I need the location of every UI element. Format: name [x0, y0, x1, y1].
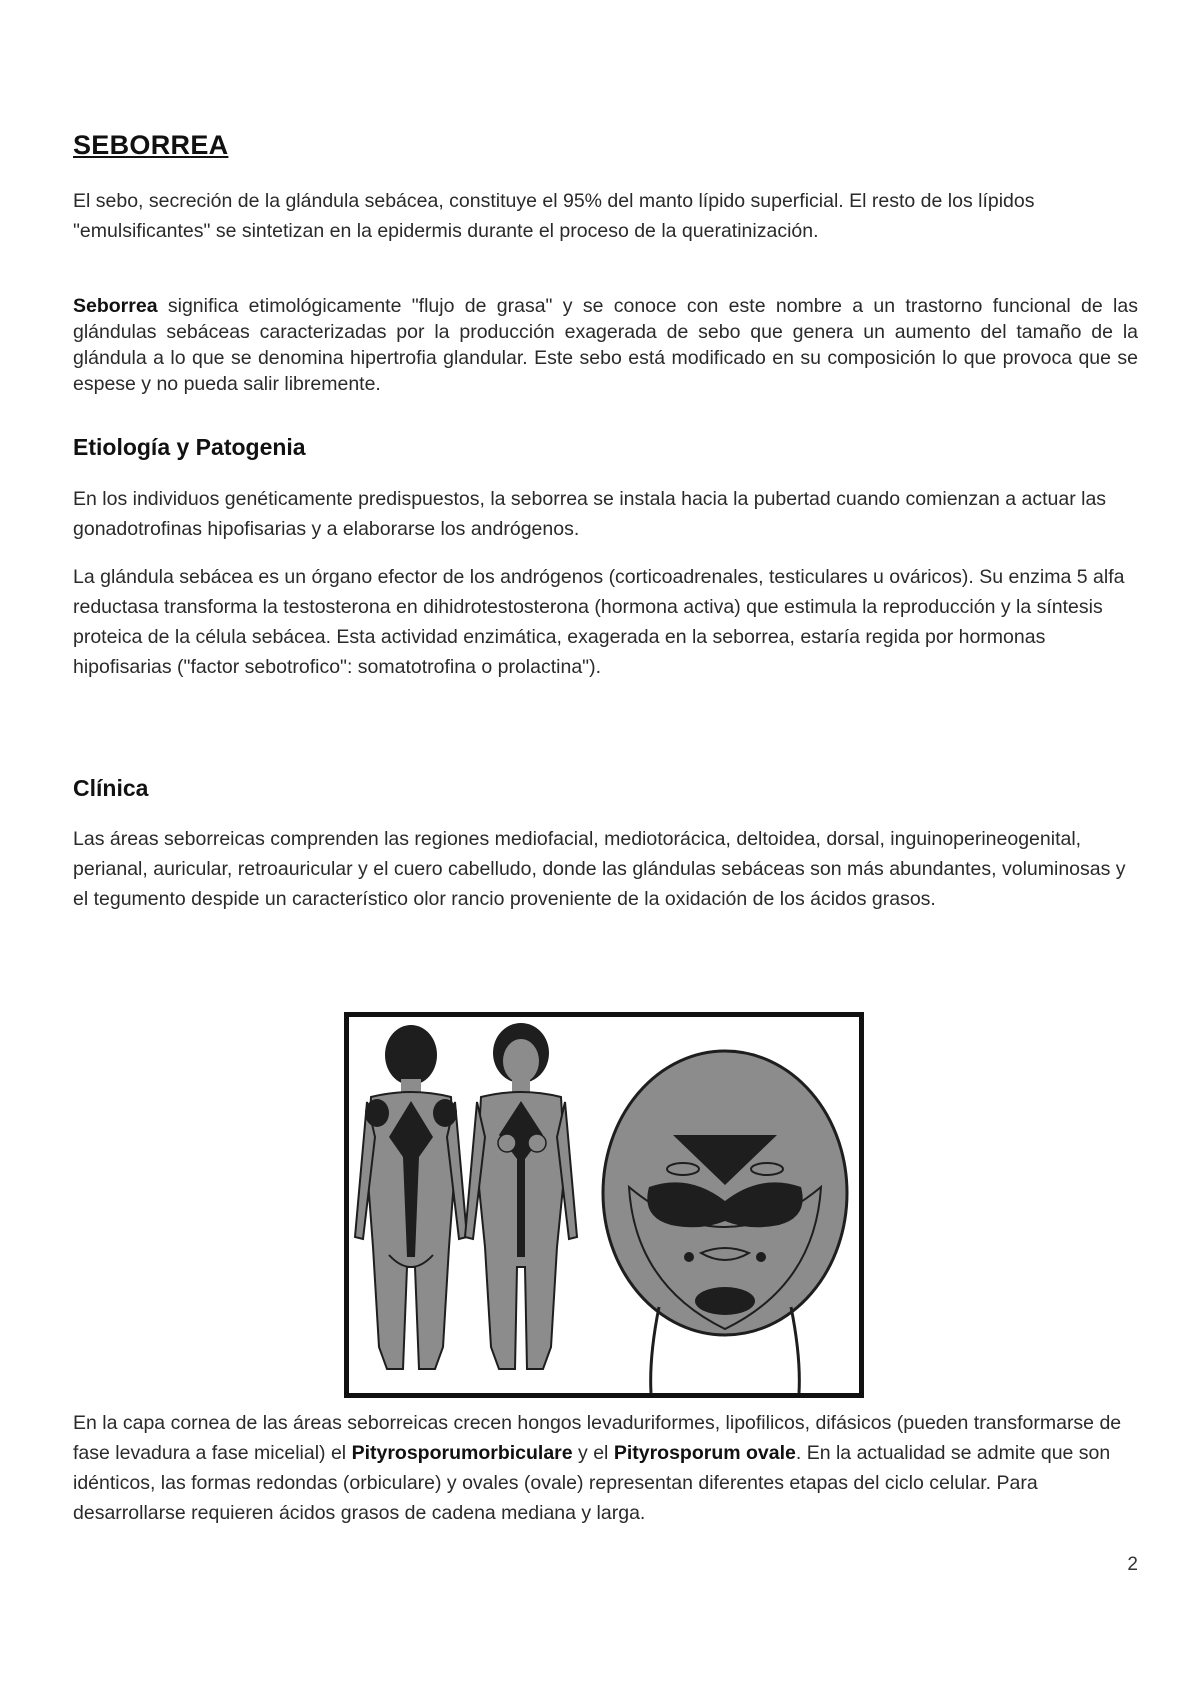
document-title: SEBORREA	[73, 130, 229, 160]
etiology-paragraph-1: En los individuos genéticamente predispuestos, la seborrea se instala hacia la pubertad cuando comienzan a actuar las gonadotrofinas hipofisarias y a elaborarse los andrógenos.	[73, 488, 1107, 540]
seborrheic-areas-figure	[344, 1012, 864, 1398]
pityrosporum-orbiculare-term: Pityrosporumorbiculare	[351, 1442, 573, 1464]
definition-term: Seborrea	[73, 295, 158, 317]
pityrosporum-ovale-term: Pityrosporum ovale	[613, 1442, 796, 1464]
clinic-paragraph-1: Las áreas seborreicas comprenden las regiones mediofacial, mediotorácica, deltoidea, dorsal, inguinoperineogenital, perianal, auricular, retroauricular y el cuero cabelludo, donde las glándulas sebáceas son más abundantes, voluminosas y el tegumento despide un característico olor rancio proveniente de la oxidación de los ácidos grasos.	[73, 828, 1126, 910]
intro-paragraph: El sebo, secreción de la glándula sebácea, constituye el 95% del manto lípido superficial. El resto de los lípidos "emulsificantes" se sintetizan en la epidermis durante el proceso de la queratinización.	[73, 190, 1035, 242]
clinic-heading: Clínica	[73, 775, 149, 801]
clinic-p2-start: En la capa cornea de las áreas seborreicas crecen hongos levaduriformes, lipofilicos, difásicos (pueden transformarse de fase levadura a fase micelial) el	[73, 1412, 1122, 1464]
seborrheic-areas-illustration	[349, 1017, 859, 1393]
front-view-body	[465, 1023, 577, 1369]
page-number: 2	[1127, 1554, 1138, 1575]
back-view-body	[355, 1025, 467, 1369]
clinic-p2-mid: y el	[572, 1442, 614, 1464]
etiology-paragraph-2: La glándula sebácea es un órgano efector de los andrógenos (corticoadrenales, testiculares u ováricos). Su enzima 5 alfa reductasa transforma la testosterona en dihidrotestosterona (hormona activa) que estimula la reproducción y la síntesis proteica de la célula sebácea. Esta actividad enzimática, exagerada en la seborrea, estaría regida por hormonas hipofisarias ("factor sebotrofico": somatotrofina o prolactina").	[73, 566, 1125, 678]
clinic-p2-end: . En la actualidad se admite que son idénticos, las formas redondas (orbiculare) y ovales (ovale) representan diferentes etapas del ciclo celular. Para desarrollarse requieren ácidos grasos de cadena mediana y larga.	[73, 1442, 1111, 1524]
etiology-heading: Etiología y Patogenia	[73, 434, 306, 460]
definition-text: significa etimológicamente "flujo de grasa" y se conoce con este nombre a un trastorno funcional de las glándulas sebáceas caracterizadas por la producción exagerada de sebo que genera un aumento del tamaño de la glándula a lo que se denomina hipertrofia glandular. Este sebo está modificado en su composición lo que provoca que se espese y no pueda salir libremente.	[73, 295, 1138, 395]
definition-paragraph	[73, 293, 1138, 397]
clinic-paragraph-2	[73, 1408, 1138, 1528]
face-view	[603, 1051, 847, 1393]
